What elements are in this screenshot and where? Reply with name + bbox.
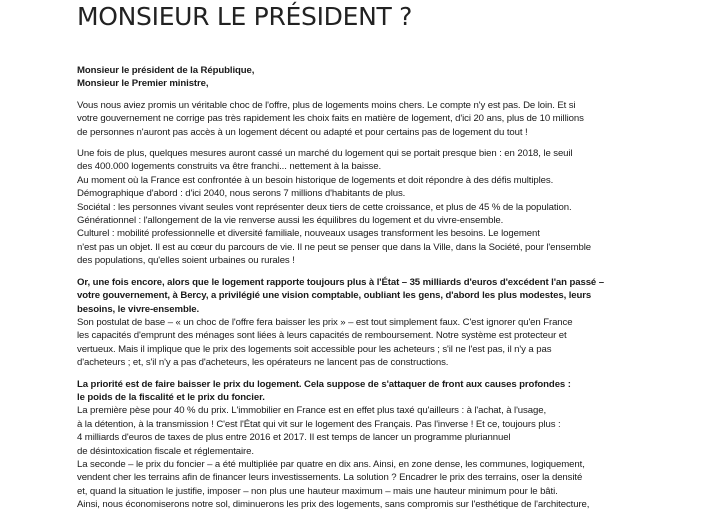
text-line: vendent cher les terrains afin de financer leurs investissements. La solution ? Encadrer le prix des terrains, oser la densité	[77, 472, 583, 484]
text-line: votre gouvernement ne corrige pas très rapidement les choix faits en matière de logement, d'ici 20 ans, plus de 10 millions	[77, 113, 584, 125]
text-line: n'est pas un objet. Il est au cœur du parcours de vie. Il ne peut se penser que dans la Ville, dans la Société, pour l'ensemble	[77, 241, 591, 253]
salutation-line: Monsieur le Premier ministre,	[77, 78, 209, 90]
letter-body	[77, 64, 637, 520]
bold-line: le poids de la fiscalité et le prix du foncier.	[77, 391, 265, 403]
salutation	[77, 64, 637, 91]
text-line: La première pèse pour 40 % du prix. L'immobilier en France est en effet plus taxé qu'ailleurs : à l'achat, à l'usage,	[77, 405, 547, 417]
page-title: MONSIEUR LE PRÉSIDENT ?	[77, 2, 413, 31]
text-line: Son postulat de base – « un choc de l'offre fera baisser les prix » – est tout simplement faux. C'est ignorer qu'en France	[77, 316, 573, 328]
text-line: 4 milliards d'euros de taxes de plus entre 2016 et 2017. Il est temps de lancer un programme pluriannuel	[77, 432, 511, 444]
paragraph-priority	[77, 378, 637, 512]
text-line: Une fois de plus, quelques mesures auront cassé un marché du logement qui se portait presque bien : en 2018, le seuil	[77, 148, 573, 160]
text-line: vertueux. Mais il implique que le prix des logements soit accessible pour les acheteurs ; s'il ne l'est pas, il n'y a pas	[77, 343, 552, 355]
text-line: de personnes n'auront pas accès à un logement décent ou adapté et pour certains pas de logement du tout !	[77, 126, 528, 138]
text-line: Vous nous aviez promis un véritable choc de l'offre, plus de logements moins chers. Le compte n'y est pas. De loin. Et si	[77, 99, 576, 111]
bold-line: Or, une fois encore, alors que le logement rapporte toujours plus à l'État – 35 milliards d'euros d'excédent l'an passé –	[77, 276, 604, 288]
paragraph-bercy	[77, 276, 637, 370]
text-line: Générationnel : l'allongement de la vie renverse aussi les équilibres du logement et du vivre-ensemble.	[77, 215, 504, 227]
bold-line: besoins, le vivre-ensemble.	[77, 303, 200, 315]
text-line: Sociétal : les personnes vivant seules vont représenter deux tiers de cette croissance, et plus de 45 % de la population.	[77, 201, 572, 213]
text-line: Démographique d'abord : d'ici 2040, nous serons 7 millions d'habitants de plus.	[77, 188, 406, 200]
text-line: La seconde – le prix du foncier – a été multipliée par quatre en dix ans. Ainsi, en zone dense, les communes, logiquement,	[77, 458, 585, 470]
text-line: à la détention, à la transmission ! C'est l'État qui vit sur le logement des Français. Pas l'inverse ! Et ce, toujours plus :	[77, 418, 561, 430]
paragraph-intro	[77, 99, 637, 139]
text-line: des 400.000 logements construits va être franchi... nettement à la baisse.	[77, 161, 382, 173]
bold-line: votre gouvernement, à Bercy, a privilégié une vision comptable, oubliant les gens, d'abord les plus modestes, leurs	[77, 290, 592, 302]
text-line: de désintoxication fiscale et réglementaire.	[77, 445, 254, 457]
text-line: Ainsi, nous économiserons notre sol, diminuerons les prix des logements, sans compromis sur l'esthétique de l'architecture,	[77, 499, 590, 511]
text-line: les capacités d'emprunt des ménages sont liées à leurs capacités de remboursement. Notre système est protecteur et	[77, 330, 567, 342]
text-line: et, quand la situation le justifie, imposer – non plus une hauteur maximum – mais une hauteur minimum pour le bâti.	[77, 485, 558, 497]
salutation-line: Monsieur le président de la République,	[77, 65, 255, 76]
text-line: des populations, qu'elles soient urbaines ou rurales !	[77, 255, 295, 267]
bold-line: La priorité est de faire baisser le prix du logement. Cela suppose de s'attaquer de front aux causes profondes :	[77, 378, 571, 390]
text-line: Culturel : mobilité professionnelle et diversité familiale, nouveaux usages transforment les besoins. Le logement	[77, 228, 540, 240]
text-line: d'acheteurs ; et, s'il n'y a pas d'acheteurs, les opérateurs ne lancent pas de constructions.	[77, 357, 449, 369]
paragraph-challenges	[77, 147, 637, 268]
text-line: Au moment où la France est confrontée à un besoin historique de logements et doit répondre à des défis multiples.	[77, 174, 554, 186]
